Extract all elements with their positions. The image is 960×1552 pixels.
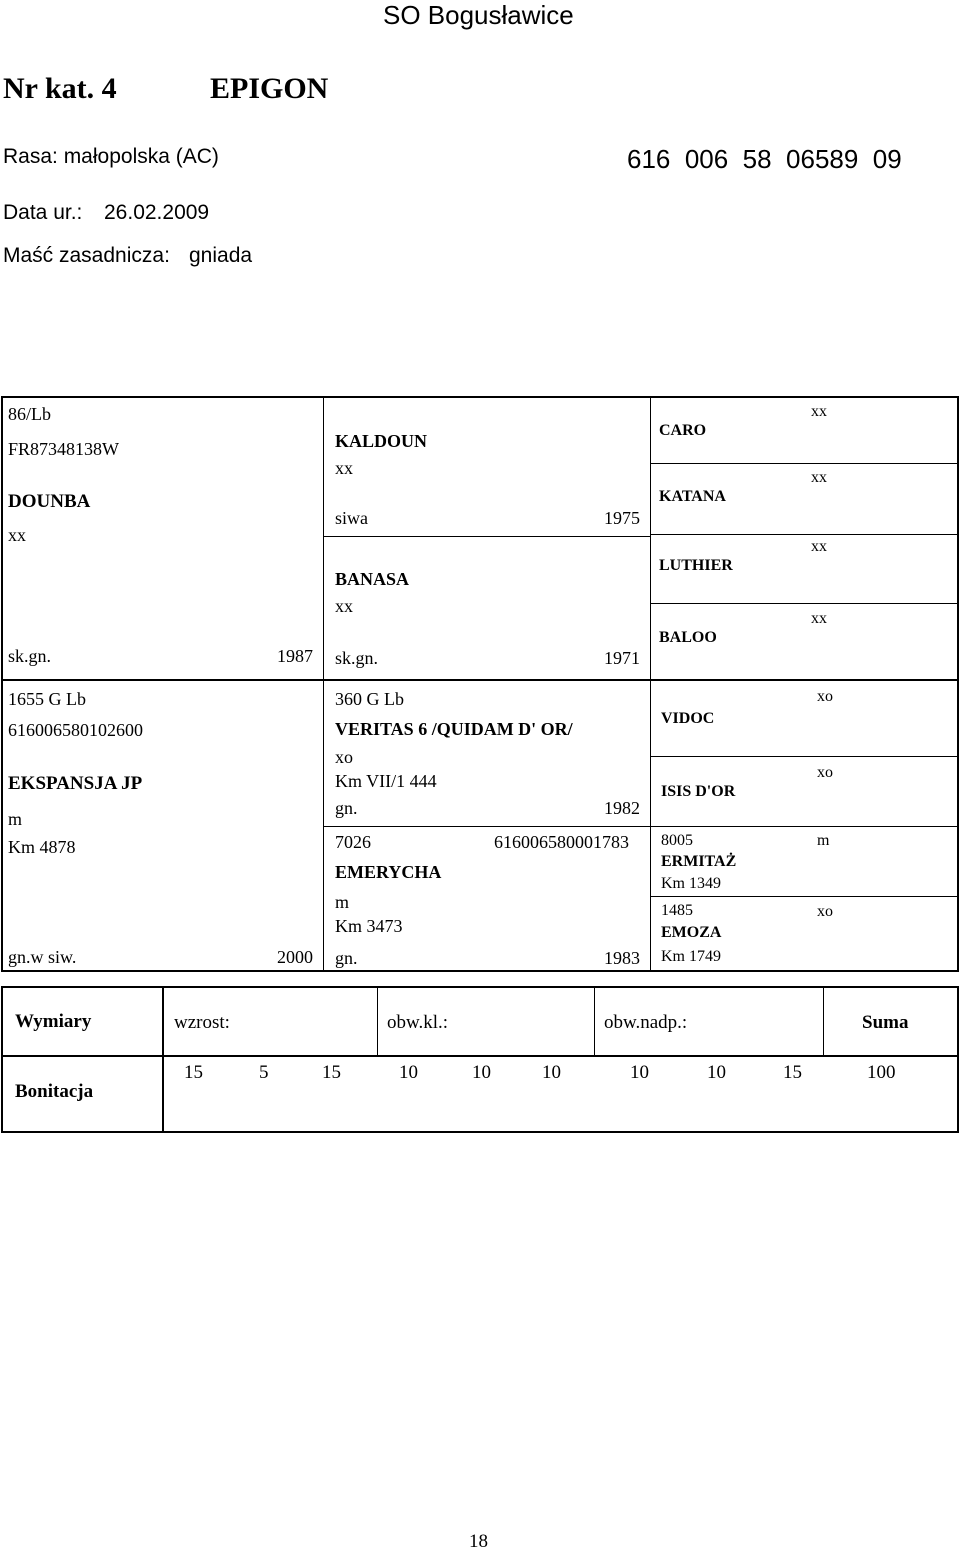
bonitacja-label: Bonitacja: [15, 1081, 94, 1102]
dam-sire-year: 1982: [604, 798, 640, 818]
catalog-number: Nr kat. 4: [3, 72, 117, 105]
obwnadp-label: obw.nadp.:: [604, 1012, 688, 1033]
page-title: SO Bogusławice: [383, 0, 574, 30]
gen3-blood: xx: [811, 469, 827, 486]
score-value: 10: [707, 1062, 726, 1083]
wzrost-label: wzrost:: [174, 1012, 230, 1033]
registration-number: 616 006 58 06589 09: [627, 144, 902, 174]
score-value: 10: [399, 1062, 418, 1083]
suma-label: Suma: [862, 1012, 909, 1033]
sire-sire-year: 1975: [604, 508, 640, 528]
gen3-name: BALOO: [659, 629, 717, 646]
sire-name: DOUNBA: [8, 491, 91, 512]
dam-name: EKSPANSJA JP: [8, 773, 143, 794]
score-value: 5: [259, 1062, 269, 1083]
gen3-blood: xo: [817, 903, 833, 920]
dam-sire-blood: xo: [335, 747, 353, 767]
dam-sire-color: gn.: [335, 798, 358, 818]
breed: Rasa: małopolska (AC): [3, 145, 219, 168]
score-value: 10: [472, 1062, 491, 1083]
sire-dam-name: BANASA: [335, 569, 410, 589]
pedigree-col-divider-2: [650, 396, 651, 972]
score-value: 15: [322, 1062, 341, 1083]
gen3-name: KATANA: [659, 488, 726, 505]
gen3-km: Km 1349: [661, 875, 721, 892]
page-number: 18: [469, 1531, 488, 1552]
score-value: 10: [630, 1062, 649, 1083]
dam-sire-km: Km VII/1 444: [335, 771, 437, 791]
sire-dam-blood: xx: [335, 596, 353, 616]
dam-sire-name: VERITAS 6 /QUIDAM D' OR/: [335, 719, 573, 739]
gen3-blood: xo: [817, 688, 833, 705]
sire-year: 1987: [277, 646, 313, 666]
gen3-blood: xo: [817, 764, 833, 781]
score-value: 10: [542, 1062, 561, 1083]
birth-date: 26.02.2009: [104, 201, 210, 224]
dam-color: gn.w siw.: [8, 947, 77, 967]
dam-dam-km: Km 3473: [335, 916, 403, 936]
gen3-name: LUTHIER: [659, 557, 733, 574]
sire-code: 86/Lb: [8, 404, 51, 424]
dam-dam-id: 616006580001783: [494, 832, 629, 852]
dam-dam-color: gn.: [335, 948, 358, 968]
gen3-code: 8005: [661, 832, 693, 849]
pedigree-col-divider-1: [323, 396, 324, 972]
gen3-name: CARO: [659, 422, 707, 439]
gen3-blood: xx: [811, 538, 827, 555]
gen3-blood: xx: [811, 610, 827, 627]
dam-blood: m: [8, 809, 23, 829]
dam-dam-code: 7026: [335, 832, 371, 852]
score-value: 15: [184, 1062, 203, 1083]
horse-name: EPIGON: [210, 72, 329, 105]
sire-sire-color: siwa: [335, 508, 368, 528]
wymiary-label: Wymiary: [15, 1011, 92, 1032]
dam-dam-blood: m: [335, 892, 350, 912]
gen3-km: Km 1749: [661, 948, 721, 965]
gen3-name: VIDOC: [661, 710, 715, 727]
dam-year: 2000: [277, 947, 313, 967]
sire-dam-color: sk.gn.: [335, 648, 379, 668]
color-value: gniada: [189, 244, 253, 267]
sire-id: FR87348138W: [8, 439, 120, 459]
dam-sire-code: 360 G Lb: [335, 689, 404, 709]
gen3-blood: xx: [811, 403, 827, 420]
obwkl-label: obw.kl.:: [387, 1012, 449, 1033]
sire-color: sk.gn.: [8, 646, 52, 666]
sire-dam-year: 1971: [604, 648, 640, 668]
dam-code: 1655 G Lb: [8, 689, 86, 709]
pedigree-divider: [1, 679, 959, 681]
gen3-name: ERMITAŻ: [661, 853, 737, 870]
birth-date-label: Data ur.:: [3, 201, 83, 224]
score-value: 100: [867, 1062, 896, 1083]
gen3-name: ISIS D'OR: [661, 783, 736, 800]
sire-sire-name: KALDOUN: [335, 431, 428, 451]
dam-id: 616006580102600: [8, 720, 143, 740]
dam-km: Km 4878: [8, 837, 76, 857]
score-value: 15: [783, 1062, 802, 1083]
dam-dam-year: 1983: [604, 948, 640, 968]
sire-sire-blood: xx: [335, 458, 353, 478]
gen3-name: EMOZA: [661, 924, 722, 941]
sire-blood: xx: [8, 525, 26, 545]
gen3-blood: m: [817, 832, 830, 849]
gen3-code: 1485: [661, 902, 693, 919]
dam-dam-name: EMERYCHA: [335, 862, 442, 882]
scores-table: [1, 986, 959, 1133]
color-label: Maść zasadnicza:: [3, 244, 170, 267]
